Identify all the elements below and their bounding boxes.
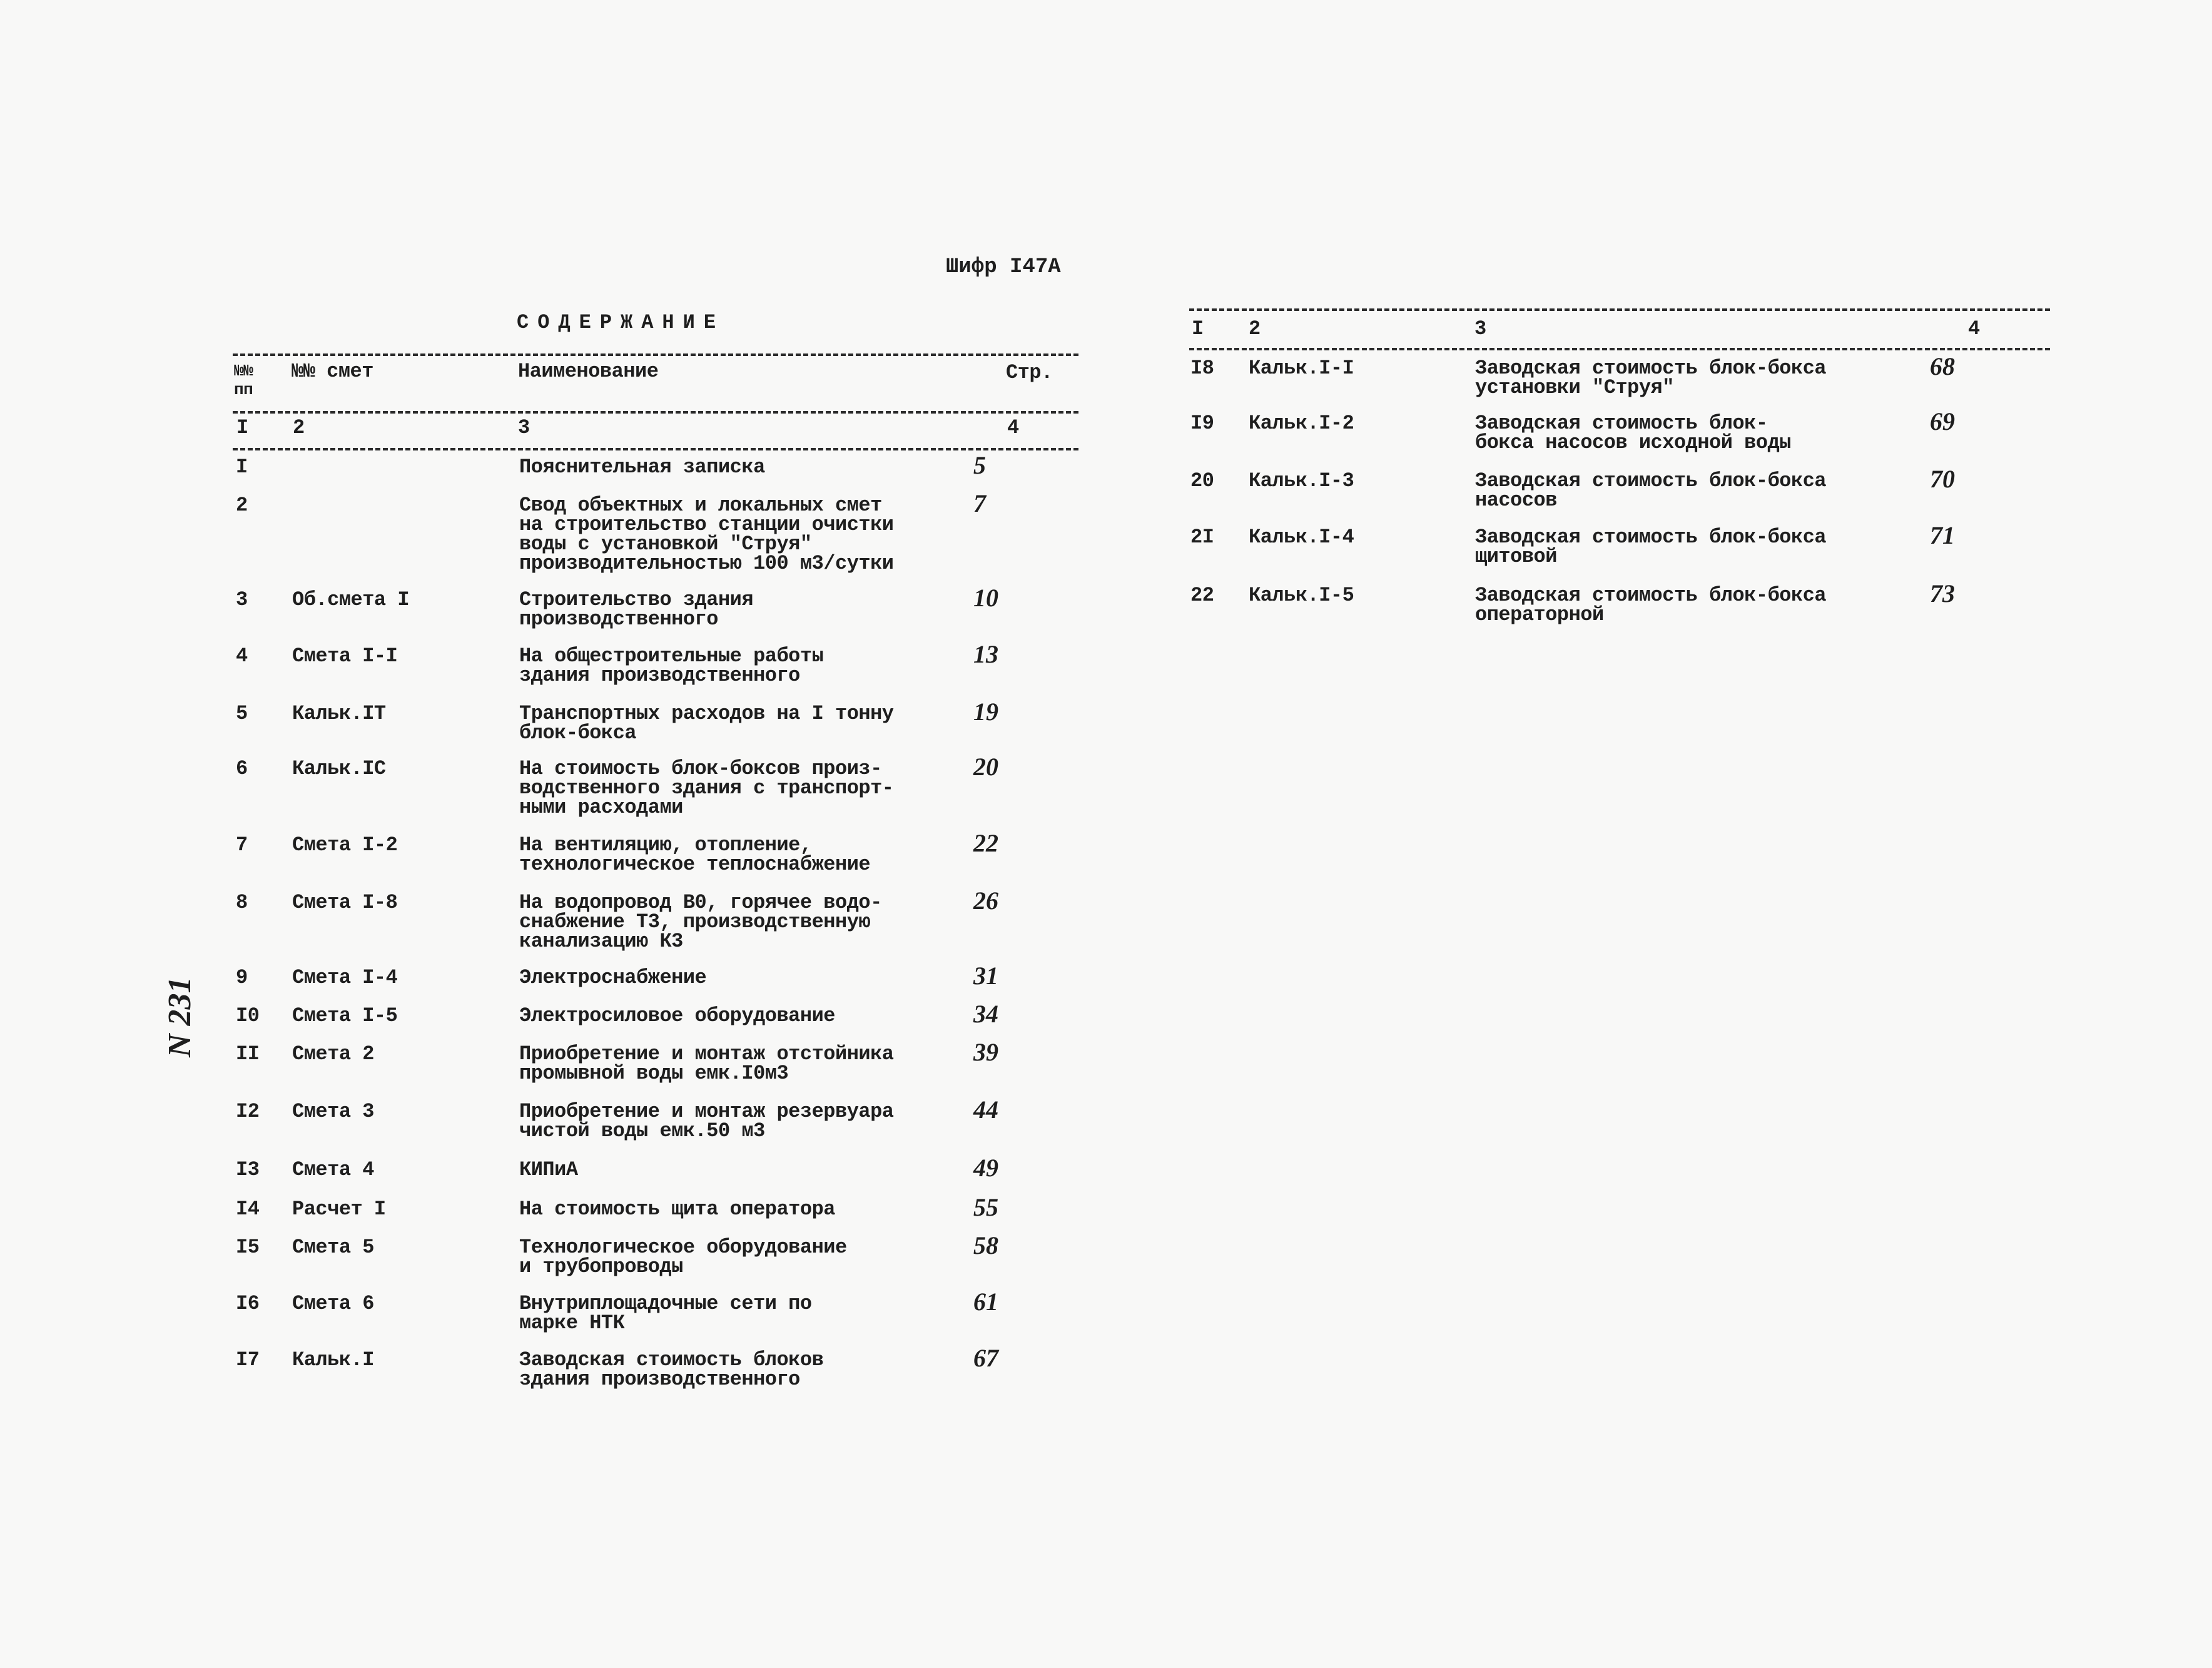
column-number-3: 3 xyxy=(518,416,530,439)
right-row-number: 20 xyxy=(1190,469,1214,492)
left-estimate-id: Об.смета I xyxy=(292,588,410,611)
right-estimate-id: Кальк.I-4 xyxy=(1249,526,1354,549)
left-estimate-id: Расчет I xyxy=(292,1198,386,1221)
left-row-number: 2 xyxy=(236,494,248,517)
header-page: Стр. xyxy=(1006,361,1053,384)
left-item-name-line: Приобретение и монтаж резервуара xyxy=(519,1100,894,1123)
left-page-number: 67 xyxy=(973,1344,998,1372)
table-rule-numbering xyxy=(233,448,1078,450)
left-item-name-line: Строительство здания xyxy=(519,588,754,611)
right-item-name-line: щитовой xyxy=(1475,545,1557,568)
left-estimate-id: Смета I-I xyxy=(292,644,398,668)
table-rule-header xyxy=(233,411,1078,414)
left-item-name-line: водственного здания с транспорт- xyxy=(519,776,894,800)
column-number-4: 4 xyxy=(1007,416,1019,439)
right-column-number-3: 3 xyxy=(1474,317,1486,340)
left-page-number: 55 xyxy=(973,1193,998,1221)
left-page-number: 31 xyxy=(973,962,998,990)
left-item-name-line: технологическое теплоснабжение xyxy=(519,853,871,876)
left-item-name-line: Транспортных расходов на I тонну xyxy=(519,702,894,725)
left-row-number: I2 xyxy=(236,1100,260,1123)
left-row-number: 9 xyxy=(236,966,248,989)
left-row-number: I3 xyxy=(236,1158,260,1181)
left-page-number: 44 xyxy=(973,1096,998,1124)
right-column-number-4: 4 xyxy=(1968,317,1980,340)
left-item-name-line: КИПиА xyxy=(519,1158,578,1181)
left-item-name-line: производительностью 100 м3/сутки xyxy=(519,552,894,575)
left-row-number: 4 xyxy=(236,644,248,668)
left-estimate-id: Смета I-5 xyxy=(292,1004,398,1027)
left-estimate-id: Кальк.IС xyxy=(292,757,386,780)
left-row-number: 6 xyxy=(236,757,248,780)
table-rule-top xyxy=(233,353,1078,356)
left-page-number: 7 xyxy=(973,489,986,517)
left-page-number: 19 xyxy=(973,698,998,726)
right-estimate-id: Кальк.I-3 xyxy=(1249,469,1354,492)
left-page-number: 22 xyxy=(973,829,998,857)
right-row-number: 22 xyxy=(1190,584,1214,607)
left-row-number: I4 xyxy=(236,1198,260,1221)
right-item-name-line: установки "Струя" xyxy=(1475,376,1674,399)
left-page-number: 39 xyxy=(973,1038,998,1066)
right-item-name-line: Заводская стоимость блок-бокса xyxy=(1475,526,1827,549)
left-page-number: 58 xyxy=(973,1231,998,1259)
left-estimate-id: Кальк.IТ xyxy=(292,702,386,725)
left-page-number: 20 xyxy=(973,753,998,781)
left-item-name-line: воды с установкой "Струя" xyxy=(519,532,812,556)
left-item-name-line: марке НТК xyxy=(519,1311,625,1335)
left-item-name-line: здания производственного xyxy=(519,664,800,687)
right-table-rule-numbering xyxy=(1189,348,2050,350)
left-page-number: 34 xyxy=(973,1000,998,1028)
right-row-number: I9 xyxy=(1190,412,1214,435)
left-row-number: 8 xyxy=(236,891,248,914)
right-page-number: 68 xyxy=(1930,352,1955,380)
left-estimate-id: Смета 5 xyxy=(292,1236,374,1259)
column-number-1: I xyxy=(236,416,248,439)
left-page-number: 5 xyxy=(973,451,986,479)
left-item-name-line: Внутриплощадочные сети по xyxy=(519,1292,812,1315)
left-item-name-line: На стоимость блок-боксов произ- xyxy=(519,757,882,780)
left-estimate-id: Смета 4 xyxy=(292,1158,374,1181)
header-name: Наименование xyxy=(518,360,659,383)
left-estimate-id: Смета 3 xyxy=(292,1100,374,1123)
left-estimate-id: Смета I-4 xyxy=(292,966,398,989)
right-column-number-2: 2 xyxy=(1249,317,1261,340)
left-estimate-id: Смета I-8 xyxy=(292,891,398,914)
left-row-number: II xyxy=(236,1042,260,1065)
left-estimate-id: Смета 2 xyxy=(292,1042,374,1065)
left-page-number: 13 xyxy=(973,640,998,668)
left-item-name-line: Электроснабжение xyxy=(519,966,707,989)
left-item-name-line: чистой воды емк.50 м3 xyxy=(519,1119,765,1142)
right-page-number: 70 xyxy=(1930,465,1955,493)
right-item-name-line: бокса насосов исходной воды xyxy=(1475,431,1791,454)
left-item-name-line: На вентиляцию, отопление, xyxy=(519,833,812,857)
handwritten-sheet-number: N 231 xyxy=(162,977,198,1057)
right-page-number: 71 xyxy=(1930,521,1955,549)
header-row-number-sub: пп xyxy=(234,380,253,399)
right-page-number: 73 xyxy=(1930,579,1955,608)
left-row-number: I6 xyxy=(236,1292,260,1315)
right-table-rule-top xyxy=(1189,308,2050,311)
left-item-name-line: промывной воды емк.I0м3 xyxy=(519,1062,789,1085)
left-page-number: 10 xyxy=(973,584,998,612)
header-estimate-number: №№ смет xyxy=(292,360,373,383)
column-number-2: 2 xyxy=(293,416,305,439)
right-page-number: 69 xyxy=(1930,407,1955,435)
left-item-name-line: блок-бокса xyxy=(519,721,637,745)
left-item-name-line: Свод объектных и локальных смет xyxy=(519,494,882,517)
document-cipher: Шифр I47А xyxy=(946,255,1061,279)
left-estimate-id: Смета 6 xyxy=(292,1292,374,1315)
left-page-number: 61 xyxy=(973,1288,998,1316)
left-item-name-line: и трубопроводы xyxy=(519,1255,683,1278)
right-item-name-line: Заводская стоимость блок-бокса xyxy=(1475,584,1827,607)
left-item-name-line: Пояснительная записка xyxy=(519,455,765,479)
left-estimate-id: Смета I-2 xyxy=(292,833,398,857)
right-item-name-line: Заводская стоимость блок-бокса xyxy=(1475,469,1827,492)
left-page-number: 26 xyxy=(973,887,998,915)
right-column-number-1: I xyxy=(1192,317,1204,340)
left-item-name-line: здания производственного xyxy=(519,1368,800,1391)
left-item-name-line: Заводская стоимость блоков xyxy=(519,1348,824,1371)
right-item-name-line: операторной xyxy=(1475,603,1604,626)
right-row-number: I8 xyxy=(1190,357,1214,380)
left-item-name-line: Электросиловое оборудование xyxy=(519,1004,835,1027)
left-item-name-line: На водопровод В0, горячее водо- xyxy=(519,891,882,914)
left-row-number: I xyxy=(236,455,248,479)
page-title: СОДЕРЖАНИЕ xyxy=(517,311,725,334)
left-item-name-line: канализацию К3 xyxy=(519,930,683,953)
left-row-number: 3 xyxy=(236,588,248,611)
left-item-name-line: Приобретение и монтаж отстойника xyxy=(519,1042,894,1065)
right-estimate-id: Кальк.I-I xyxy=(1249,357,1354,380)
left-item-name-line: На общестроительные работы xyxy=(519,644,824,668)
left-estimate-id: Кальк.I xyxy=(292,1348,374,1371)
right-item-name-line: Заводская стоимость блок- xyxy=(1475,412,1768,435)
left-item-name-line: на строительство станции очистки xyxy=(519,513,894,536)
left-page-number: 49 xyxy=(973,1154,998,1182)
left-row-number: I7 xyxy=(236,1348,260,1371)
left-row-number: I5 xyxy=(236,1236,260,1259)
left-row-number: 7 xyxy=(236,833,248,857)
right-estimate-id: Кальк.I-5 xyxy=(1249,584,1354,607)
left-item-name-line: производственного xyxy=(519,608,718,631)
left-item-name-line: Технологическое оборудование xyxy=(519,1236,847,1259)
left-row-number: I0 xyxy=(236,1004,260,1027)
left-item-name-line: ными расходами xyxy=(519,796,683,819)
right-item-name-line: насосов xyxy=(1475,489,1557,512)
header-row-number: №№ xyxy=(234,362,253,380)
left-row-number: 5 xyxy=(236,702,248,725)
right-estimate-id: Кальк.I-2 xyxy=(1249,412,1354,435)
left-item-name-line: снабжение Т3, производственную xyxy=(519,910,871,933)
left-item-name-line: На стоимость щита оператора xyxy=(519,1198,835,1221)
right-row-number: 2I xyxy=(1190,526,1214,549)
right-item-name-line: Заводская стоимость блок-бокса xyxy=(1475,357,1827,380)
